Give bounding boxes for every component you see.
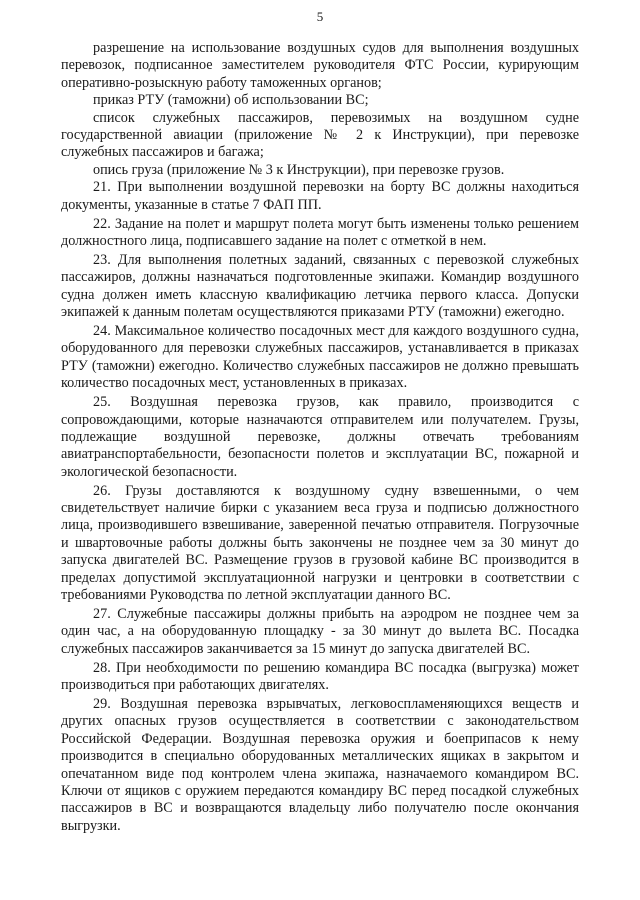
paragraph-29: 29. Воздушная перевозка взрывчатых, легковоспламеняющихся веществ и других опасных грузов осуществляется в соответствии с законодательством Российской Федерации. Воздушная перевозка оружия и боеприпасов к нему производится в специально оборудованных металлических ящиках в закрытом и опечатанном виде под контролем члена экипажа, назначаемого командиром ВС. Ключи от ящиков с оружием передаются командиру ВС перед посадкой служебных пассажиров в ВС и возвращаются владельцу либо получателю после окончания выгрузки. — [61, 696, 579, 834]
paragraph-24: 24. Максимальное количество посадочных мест для каждого воздушного судна, оборудованного для перевозки служебных пассажиров, устанавливается в приказах РТУ (таможни) ежегодно. Количество служебных пассажиров не должно превышать количество посадочных мест, установленных в приказах. — [61, 323, 579, 392]
paragraph-21: 21. При выполнении воздушной перевозки на борту ВС должны находиться документы, указанные в статье 7 ФАП ПП. — [61, 179, 579, 213]
paragraph-rtu-order: приказ РТУ (таможни) об использовании ВС; — [93, 92, 369, 109]
paragraph-26: 26. Грузы доставляются к воздушному судну взвешенными, о чем свидетельствует наличие бирки с указанием веса груза и подписью должностного лица, производившего взвешивание, заверенной печатью отправителя. Погрузочные и швартовочные работы должны быть закончены не позднее чем за 30 минут до запуска двигателей ВС. Размещение грузов в грузовой кабине ВС производится в пределах допустимой эксплуатационной нагрузки и центровки в соответствии с требованиями Руководства по летной эксплуатации данного ВС. — [61, 482, 579, 604]
document-body — [61, 40, 579, 837]
paragraph-27: 27. Служебные пассажиры должны прибыть на аэродром не позднее чем за один час, а на оборудованную площадку - за 30 минут до вылета ВС. Посадка служебных пассажиров заканчивается за 15 минут до запуска двигателей ВС. — [61, 606, 579, 657]
paragraph-28: 28. При необходимости по решению командира ВС посадка (выгрузка) может производиться при работающих двигателях. — [61, 659, 579, 694]
paragraph-passenger-list: список служебных пассажиров, перевозимых на воздушном судне государственной авиации (приложение № 2 к Инструкции), при перевозке служебных пассажиров и багажа; — [61, 109, 579, 161]
paragraph-22: 22. Задание на полет и маршрут полета могут быть изменены только решением должностного лица, подписавшего задание на полет с отметкой в нем. — [61, 215, 579, 249]
paragraph-cargo-inventory: опись груза (приложение № 3 к Инструкции), при перевозке грузов. — [93, 161, 505, 178]
paragraph-23: 23. Для выполнения полетных заданий, связанных с перевозкой служебных пассажиров, должны назначаться подготовленные экипажи. Командир воздушного судна должен иметь классную квалификацию летчика первого класса. Допуски экипажей к данным полетам осуществляются приказами РТУ (таможни) ежегодно. — [61, 251, 579, 321]
paragraph-aircraft-permit: разрешение на использование воздушных судов для выполнения воздушных перевозок, подписанное заместителем руководителя ФТС России, курирующим оперативно-розыскную работу таможенных органов; — [61, 40, 579, 91]
page-number: 5 — [316, 9, 324, 24]
paragraph-25: 25. Воздушная перевозка грузов, как правило, производится с сопровождающими, которые назначаются отправителем или получателем. Грузы, подлежащие воздушной перевозке, должны отвечать требованиям авиатранспортабельности, безопасности полетов и эксплуатации ВС, пожарной и экологической безопасности. — [61, 394, 579, 480]
